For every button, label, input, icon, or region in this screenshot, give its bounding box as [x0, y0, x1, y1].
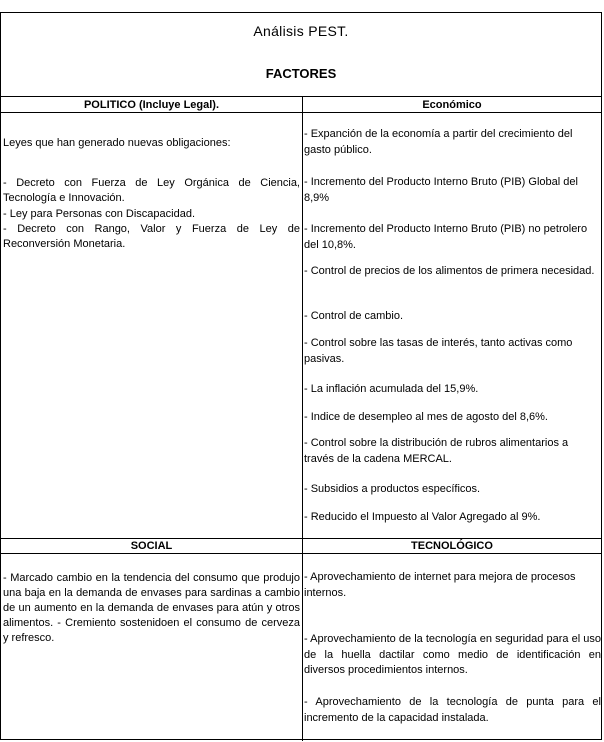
economico-item-2: - Incremento del Producto Interno Bruto (PIB) Global del 8,9%: [304, 176, 578, 204]
column-divider: [302, 97, 303, 741]
economico-item-10: - Subsidios a productos específicos.: [304, 483, 481, 495]
politico-item-3: - Decreto con Rango, Valor y Fuerza de Ley de Reconversión Monetaria.: [3, 223, 300, 250]
tecnologico-item-2: - Aprovechamiento de la tecnología en seguridad para el uso de la huella dactilar como medio de identificación en diversos procedimientos internos.: [304, 633, 601, 676]
tecnologico-header: TECNOLÓGICO: [411, 540, 493, 552]
economico-item-3: - Incremento del Producto Interno Bruto (PIB) no petrolero del 10,8%.: [304, 223, 588, 251]
document-title: Análisis PEST.: [253, 23, 349, 39]
economico-item-6: - Control sobre las tasas de interés, tanto activas como pasivas.: [304, 337, 573, 365]
social-header: SOCIAL: [130, 540, 173, 552]
social-text: - Marcado cambio en la tendencia del consumo que produjo una baja en la demanda de envases para sardinas a cambio de un aumento en la demanda de envases para atún y otros alimentos. - Cremiento sostenidoen el consumo de cerveza y refresco.: [3, 572, 300, 644]
economico-item-4: - Control de precios de los alimentos de primera necesidad.: [304, 265, 595, 277]
tecnologico-item-3: - Aprovechamiento de la tecnología de punta para el incremento de la capacidad instalada.: [304, 696, 601, 724]
politico-intro: Leyes que han generado nuevas obligaciones:: [3, 137, 231, 149]
factors-subtitle: FACTORES: [265, 66, 337, 81]
economico-item-5: - Control de cambio.: [304, 310, 404, 322]
economico-item-8: - Indice de desempleo al mes de agosto del 8,6%.: [304, 411, 548, 423]
economico-item-9: - Control sobre la distribución de rubros alimentarios a través de la cadena MERCAL.: [304, 437, 569, 465]
economico-item-1: - Expanción de la economía a partir del crecimiento del gasto público.: [304, 128, 573, 156]
politico-item-1: - Decreto con Fuerza de Ley Orgánica de Ciencia, Tecnología e Innovación.: [3, 177, 300, 204]
politico-header: POLITICO (Incluye Legal).: [83, 99, 220, 111]
lower-header-divider: [1, 553, 601, 554]
politico-item-2: - Ley para Personas con Discapacidad.: [3, 208, 195, 220]
tecnologico-item-1: - Aprovechamiento de internet para mejora de procesos internos.: [304, 571, 576, 599]
header-row-divider: [1, 112, 601, 113]
economico-header: Económico: [422, 99, 482, 111]
title-section: [1, 13, 601, 97]
pest-analysis-table: [0, 12, 602, 740]
economico-item-11: - Reducido el Impuesto al Valor Agregado al 9%.: [304, 511, 541, 523]
economico-item-7: - La inflación acumulada del 15,9%.: [304, 383, 479, 395]
